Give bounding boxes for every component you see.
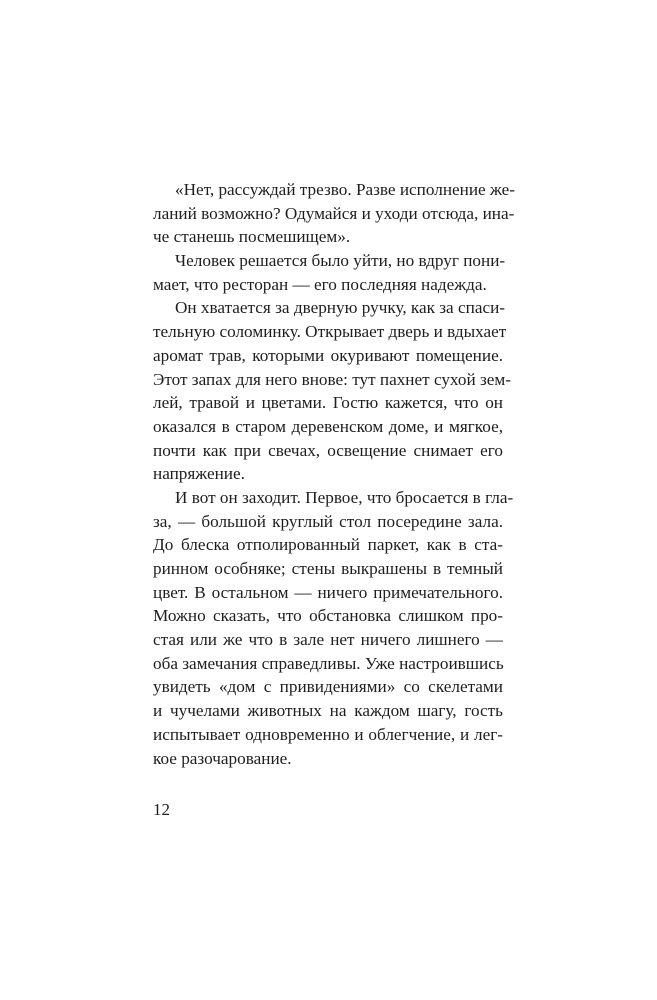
text-line: за, — большой круглый стол посередине зала. [153, 511, 503, 531]
text-line: стая или же что в зале нет ничего лишнего — [153, 630, 503, 650]
text-line: аромат трав, которыми окуривают помещение. [153, 345, 503, 365]
text-line: увидеть «дом с привидениями» со скелетами [153, 677, 503, 697]
paragraph [153, 486, 514, 770]
text-line: почти как при свечах, освещение снимает его [153, 440, 503, 460]
text-line: цвет. В остальном — ничего примечательного. [153, 582, 503, 602]
text-line: лей, травой и цветами. Гостю кажется, что он [153, 393, 503, 413]
paragraph [153, 296, 511, 486]
paragraph [153, 178, 515, 249]
text-line: Человек решается было уйти, но вдруг пони- [175, 251, 506, 271]
text-line: оказался в старом деревенском доме, и мягкое, [153, 416, 503, 436]
text-line: Этот запах для него внове: тут пахнет сухой зем- [153, 369, 511, 389]
text-line: испытывает одновременно и облегчение, и лег- [153, 724, 503, 744]
text-line: ланий возможно? Одумайся и уходи отсюда, ина- [153, 203, 515, 223]
text-line: Он хватается за дверную ручку, как за спаси- [175, 298, 505, 318]
text-line: «Нет, рассуждай трезво. Разве исполнение же- [175, 180, 515, 199]
text-line: Можно сказать, что обстановка слишком про- [153, 606, 503, 626]
page-number: 12 [153, 800, 170, 819]
text-line: мает, что ресторан — его последняя надежда. [153, 274, 487, 294]
body-text [153, 178, 515, 770]
text-line: напряжение. [153, 464, 245, 484]
text-line: и чучелами животных на каждом шагу, гость [153, 701, 503, 721]
text-line: че станешь посмешищем». [153, 227, 351, 247]
text-line: И вот он заходит. Первое, что бросается в гла- [175, 487, 514, 507]
text-line: тельную соломинку. Открывает дверь и вдыхает [153, 322, 507, 342]
text-line: ринном особняке; стены выкрашены в темный [153, 559, 503, 578]
paragraph [153, 249, 506, 296]
text-line: кое разочарование. [153, 748, 292, 768]
text-line: До блеска отполированный паркет, как в ста- [153, 535, 503, 555]
text-line: оба замечания справедливы. Уже настроившись [153, 653, 504, 673]
